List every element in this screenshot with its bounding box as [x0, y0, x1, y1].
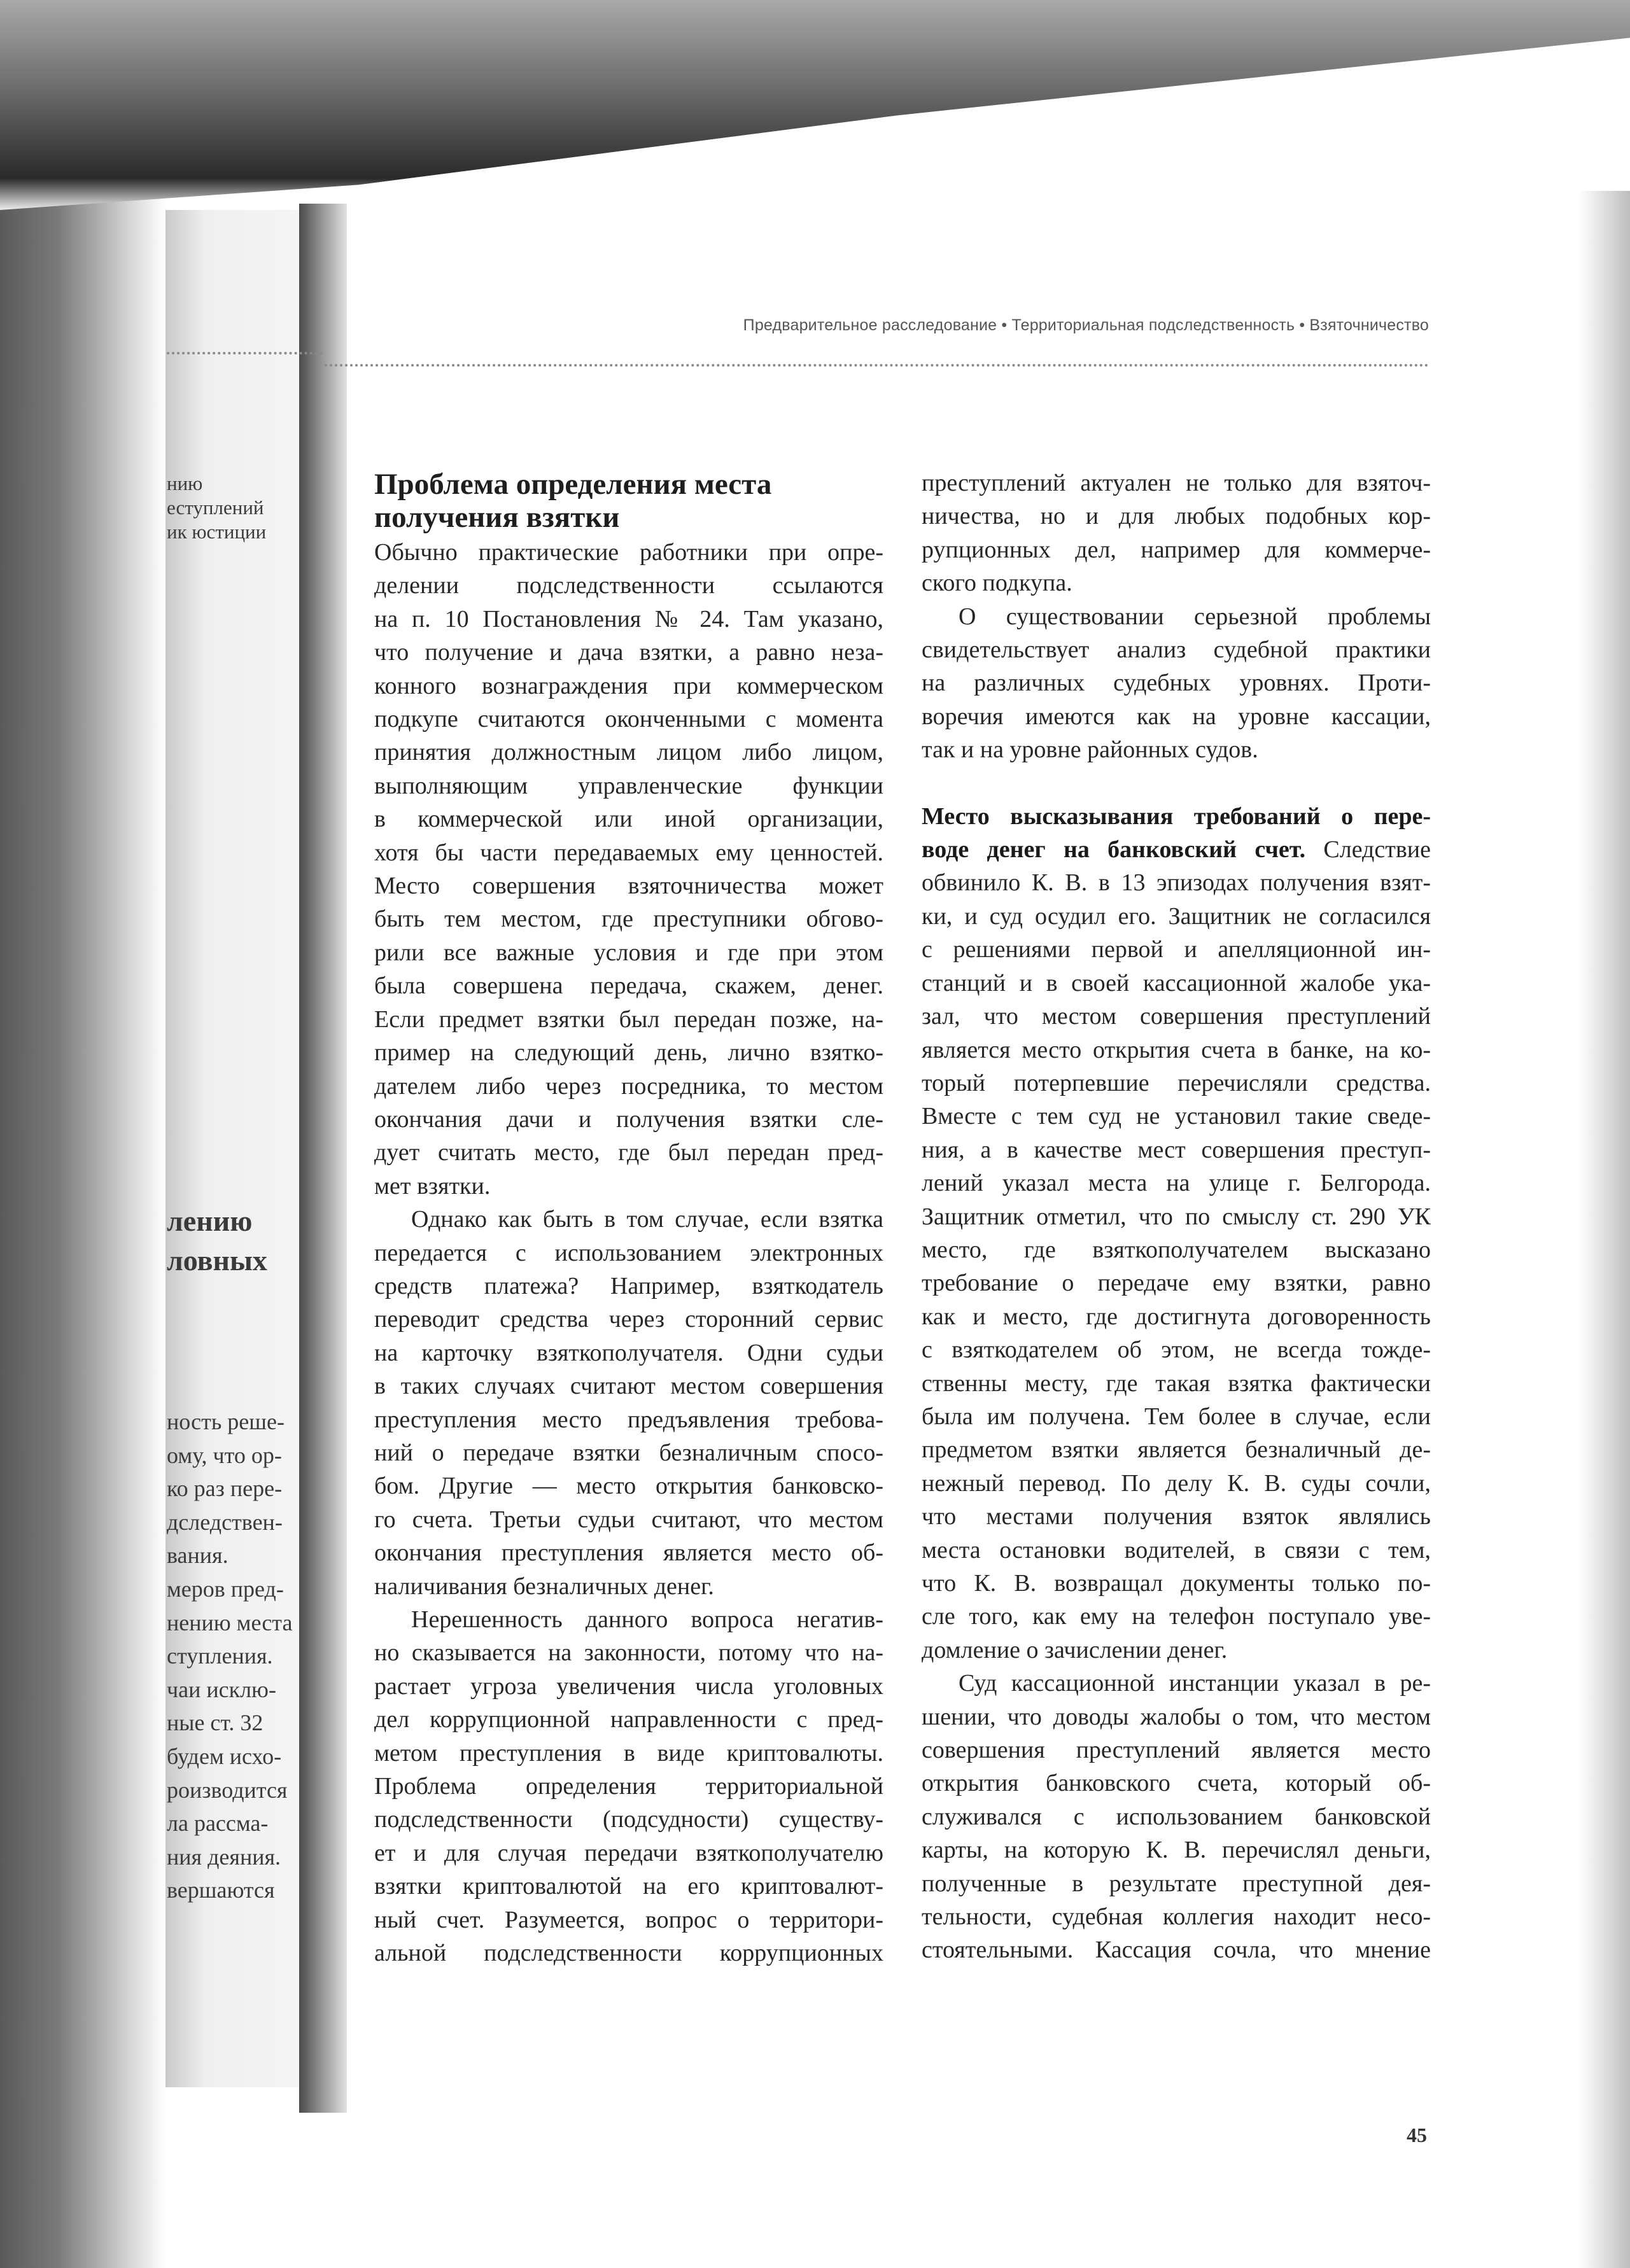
- facing-page-body-line: чаи исклю-: [167, 1676, 276, 1702]
- text-line: [374, 1236, 883, 1270]
- text-line: [374, 1369, 883, 1403]
- line-text: альной подследственности коррупционных: [374, 1940, 883, 1967]
- line-text: в таких случаях считают местом совершения: [374, 1373, 883, 1400]
- text-line: [374, 669, 883, 703]
- line-text: Суд кассационной инстанции указал в ре-: [959, 1670, 1431, 1697]
- line-text: в коммерческой или иной организации,: [374, 806, 883, 833]
- facing-page-body-line: ступления.: [167, 1643, 273, 1669]
- text-line: [374, 1136, 883, 1169]
- text-line: [374, 1303, 883, 1336]
- line-text: что К. В. возвращал документы только по-: [922, 1570, 1431, 1597]
- text-line: [922, 1767, 1431, 1800]
- line-text: выполняющим управленческие функции: [374, 772, 883, 799]
- line-text: нежный перевод. По делу К. В. суды сочли,: [922, 1469, 1431, 1497]
- text-line: [374, 902, 883, 935]
- text-line: [922, 600, 1431, 633]
- line-text: что получение и дача взятки, а равно неза-: [374, 639, 883, 666]
- line-text: но сказывается на законности, потому что на-: [374, 1639, 883, 1667]
- text-line: [922, 466, 1431, 500]
- line-text: ет и для случая передачи взяткополучателю: [374, 1839, 883, 1866]
- text-line: [374, 1203, 883, 1236]
- text-line: [374, 1036, 883, 1069]
- line-text: рупционных дел, например для коммерче-: [922, 536, 1431, 563]
- text-line: [374, 802, 883, 836]
- line-text: мет взятки.: [374, 1172, 491, 1200]
- text-line: [374, 1936, 883, 1970]
- line-text: на п. 10 Постановления № 24. Там указано,: [374, 605, 883, 633]
- text-line: [374, 636, 883, 669]
- text-line: [374, 936, 883, 969]
- facing-page-small-line: нию: [167, 472, 203, 494]
- line-text: домление о зачислении денег.: [922, 1636, 1228, 1663]
- dotted-rule-left: [167, 352, 323, 354]
- line-text: растает угроза увеличения числа уголовных: [374, 1672, 883, 1700]
- line-text: шении, что доводы жалобы о том, что местом: [922, 1703, 1431, 1730]
- text-line: [374, 969, 883, 1002]
- line-text: дателем либо через посредника, то местом: [374, 1072, 883, 1100]
- line-text: го счета. Третьи судьи считают, что местом: [374, 1506, 883, 1533]
- text-line: [374, 703, 883, 736]
- text-line: [374, 1803, 883, 1836]
- page-number: 45: [1407, 2124, 1427, 2146]
- line-text: ный счет. Разумеется, вопрос о территори-: [374, 1906, 883, 1933]
- facing-page-body-line: вания.: [167, 1543, 228, 1569]
- text-line: [374, 536, 883, 569]
- text-line: [922, 1867, 1431, 1900]
- page-edge-right: [1579, 191, 1630, 2268]
- facing-page-body-line: будем исхо-: [167, 1744, 282, 1769]
- title-line: получения взятки: [374, 501, 620, 534]
- article-title: [374, 468, 883, 534]
- text-line: [374, 1336, 883, 1369]
- text-line: [374, 1737, 883, 1770]
- facing-page-body-line: ла рассма-: [167, 1810, 269, 1837]
- column-text: [922, 466, 1431, 1967]
- running-head: Предварительное расследование • Территориальная подследственность • Взяточничество: [743, 316, 1429, 334]
- text-line: [374, 1003, 883, 1036]
- text-line: [922, 1333, 1431, 1366]
- line-text: О существовании серьезной проблемы: [959, 603, 1431, 630]
- facing-page-small-line: ик юстиции: [167, 521, 267, 543]
- line-text: станций и в своей кассационной жалобе ука-: [922, 969, 1431, 997]
- text-line: [374, 736, 883, 769]
- line-text: принятия должностным лицом либо лицом,: [374, 739, 883, 766]
- text-line: [922, 1300, 1431, 1333]
- line-text: требование о передаче ему взятки, равно: [922, 1270, 1431, 1297]
- facing-page-heading-line: ловных: [167, 1244, 267, 1277]
- line-text: Место совершения взяточничества может: [374, 872, 883, 900]
- line-text: ний о передаче взятки безналичным спосо-: [374, 1439, 883, 1466]
- line-text: Обычно практические работники при опре-: [374, 539, 883, 566]
- scan-shadow-top: [0, 0, 1630, 210]
- line-text: дует считать место, где был передан пред-: [374, 1139, 883, 1166]
- line-text: Однако как быть в том случае, если взятка: [411, 1206, 883, 1233]
- article-column-right: [922, 466, 1431, 1967]
- line-text: окончания преступления является место об-: [374, 1539, 883, 1567]
- line-text: предметом взятки является безналичный де-: [922, 1436, 1431, 1464]
- line-text: преступления место предъявления требова-: [374, 1406, 883, 1433]
- line-text: обвинило К. В. в 13 эпизодах получения взят-: [922, 869, 1431, 897]
- text-line: [922, 1567, 1431, 1600]
- line-text: переводит средства через сторонний сервис: [374, 1306, 883, 1333]
- line-text: Следствие: [1305, 836, 1431, 864]
- text-line: [374, 1436, 883, 1469]
- text-line: [922, 800, 1431, 833]
- line-text: дел коррупционной направленности с пред-: [374, 1706, 883, 1733]
- dotted-rule: [325, 364, 1429, 367]
- text-line: [374, 869, 883, 902]
- line-text: свидетельствует анализ судебной практики: [922, 636, 1431, 664]
- line-text: рили все важные условия и где при этом: [374, 939, 883, 966]
- text-line: [922, 1933, 1431, 1966]
- text-line: [374, 1703, 883, 1736]
- text-line: [922, 1067, 1431, 1100]
- line-text: с решениями первой и апелляционной ин-: [922, 936, 1431, 963]
- paragraph-gap: [922, 767, 1431, 800]
- text-line: [922, 1233, 1431, 1266]
- facing-page-small-line: еступлений: [167, 496, 264, 519]
- text-line: [922, 967, 1431, 1000]
- text-line: [374, 1170, 883, 1203]
- text-line: [374, 1903, 883, 1936]
- line-text: на различных судебных уровнях. Проти-: [922, 669, 1431, 697]
- text-line: [922, 833, 1431, 866]
- text-line: [922, 566, 1431, 599]
- line-text: средств платежа? Например, взяткодатель: [374, 1272, 883, 1299]
- line-text: ственны месту, где такая взятка фактически: [922, 1369, 1431, 1397]
- text-line: [374, 1536, 883, 1569]
- line-text: конного вознаграждения при коммерческом: [374, 672, 883, 699]
- facing-page-body-line: роизводится: [167, 1777, 288, 1803]
- line-text: на карточку взяткополучателя. Одни судьи: [374, 1339, 883, 1366]
- text-line: [922, 1667, 1431, 1700]
- text-line: [922, 1467, 1431, 1500]
- facing-page-body-line: ко раз пере-: [167, 1476, 283, 1502]
- title-line: Проблема определения места: [374, 468, 772, 501]
- line-text: была совершена передача, скажем, денег.: [374, 972, 883, 1000]
- text-line: [374, 1403, 883, 1436]
- book-gutter: [299, 204, 347, 2113]
- line-text: Проблема определения территориальной: [374, 1773, 883, 1800]
- line-text: место, где взяткополучателем высказано: [922, 1236, 1431, 1263]
- text-line: [922, 933, 1431, 966]
- text-line: [922, 1800, 1431, 1833]
- line-text: совершения преступлений является место: [922, 1737, 1431, 1764]
- line-text: с взяткодателем об этом, не всегда тожде-: [922, 1336, 1431, 1364]
- text-line: [922, 1400, 1431, 1433]
- text-line: [922, 1833, 1431, 1866]
- line-text: Вместе с тем суд не установил такие сведе-: [922, 1103, 1431, 1130]
- text-line: [374, 1770, 883, 1803]
- text-line: [922, 733, 1431, 766]
- line-text: передается с использованием электронных: [374, 1239, 883, 1266]
- text-line: [922, 1500, 1431, 1533]
- line-text: наличивания безналичных денег.: [374, 1572, 714, 1600]
- line-text: бом. Другие — место открытия банковско-: [374, 1473, 883, 1500]
- line-text: Защитник отметил, что по смыслу ст. 290 УК: [922, 1203, 1431, 1230]
- line-text: полученные в результате преступной дея-: [922, 1870, 1431, 1897]
- line-text: так и на уровне районных судов.: [922, 736, 1258, 764]
- line-text: как и место, где достигнута договоренность: [922, 1303, 1431, 1330]
- facing-page-body-line: ому, что ор-: [167, 1442, 282, 1468]
- line-text: лений указал места на улице г. Белгорода.: [922, 1170, 1431, 1197]
- text-line: [922, 1367, 1431, 1400]
- line-text: Если предмет взятки был передан позже, на-: [374, 1005, 883, 1033]
- line-text: открытия банковского счета, который об-: [922, 1770, 1431, 1797]
- line-text: ского подкупа.: [922, 570, 1072, 597]
- text-line: [374, 1103, 883, 1136]
- facing-page-body-line: нению места: [167, 1609, 293, 1635]
- text-line: [922, 533, 1431, 566]
- bold-run-in-heading: воде денег на банковский счет.: [922, 836, 1306, 864]
- line-text: карты, на которую К. В. перечислял деньги,: [922, 1837, 1431, 1864]
- facing-page-body-line: ность реше-: [167, 1409, 285, 1434]
- text-line: [374, 1270, 883, 1303]
- text-line: [374, 1070, 883, 1103]
- line-text: Нерешенность данного вопроса негатив-: [411, 1606, 883, 1633]
- text-line: [922, 1900, 1431, 1933]
- text-line: [374, 1469, 883, 1502]
- text-line: [922, 1600, 1431, 1633]
- scan-shadow-left: [0, 0, 165, 2268]
- text-line: [374, 1837, 883, 1870]
- line-text: окончания дачи и получения взятки сле-: [374, 1105, 883, 1133]
- facing-page-body-line: дследствен-: [167, 1509, 283, 1535]
- line-text: делении подследственности ссылаются: [374, 572, 883, 599]
- line-text: подследственности (подсудности) существу-: [374, 1806, 883, 1833]
- text-line: [374, 769, 883, 802]
- text-line: [922, 866, 1431, 899]
- line-text: является место открытия счета в банке, на ко-: [922, 1036, 1431, 1063]
- text-line: [922, 1433, 1431, 1466]
- text-line: [374, 1636, 883, 1669]
- facing-page-body-line: вершаются: [167, 1877, 275, 1903]
- text-line: [922, 1733, 1431, 1767]
- facing-page-body-line: меров пред-: [167, 1576, 284, 1602]
- line-text: тельности, судебная коллегия находит несо-: [922, 1903, 1431, 1931]
- text-line: [922, 1534, 1431, 1567]
- text-line: [922, 633, 1431, 666]
- column-text: [374, 536, 883, 1970]
- line-text: метом преступления в виде криптовалюты.: [374, 1739, 883, 1767]
- line-text: пример на следующий день, лично взятко-: [374, 1039, 883, 1067]
- text-line: [922, 1634, 1431, 1667]
- line-text: стоятельными. Кассация сочла, что мнение: [922, 1936, 1431, 1964]
- line-text: ки, и суд осудил его. Защитник не согласился: [922, 902, 1431, 930]
- text-line: [374, 569, 883, 602]
- text-line: [922, 700, 1431, 733]
- facing-page-body-line: ные ст. 32: [167, 1710, 263, 1736]
- text-line: [922, 1700, 1431, 1733]
- line-text: места остановки водителей, в связи с тем,: [922, 1536, 1431, 1564]
- text-line: [922, 900, 1431, 933]
- text-line: [374, 836, 883, 869]
- line-text: сле того, как ему на телефон поступало уве-: [922, 1603, 1431, 1630]
- line-text: была им получена. Тем более в случае, если: [922, 1403, 1431, 1430]
- line-text: торый потерпевшие перечисляли средства.: [922, 1069, 1431, 1096]
- line-text: что местами получения взяток являлись: [922, 1503, 1431, 1530]
- text-line: [922, 666, 1431, 699]
- text-line: [374, 1503, 883, 1536]
- text-line: [374, 1570, 883, 1603]
- line-text: хотя бы части передаваемых ему ценностей.: [374, 839, 883, 866]
- text-line: [922, 1266, 1431, 1299]
- line-text: преступлений актуален не только для взяточ-: [922, 470, 1431, 496]
- line-text: служивался с использованием банковской: [922, 1803, 1431, 1830]
- line-text: воречия имеются как на уровне кассации,: [922, 703, 1431, 730]
- text-line: [374, 1670, 883, 1703]
- text-line: [922, 1100, 1431, 1133]
- text-line: [922, 1200, 1431, 1233]
- text-line: [922, 1166, 1431, 1200]
- text-line: [374, 1870, 883, 1903]
- article-column-left: [374, 466, 883, 1970]
- facing-page-heading-line: лению: [167, 1205, 253, 1237]
- line-text: быть тем местом, где преступники обгово-: [374, 906, 883, 933]
- text-line: [922, 500, 1431, 533]
- bold-run-in-heading: Место высказывания требований о пере-: [922, 802, 1431, 830]
- line-text: подкупе считаются оконченными с момента: [374, 706, 883, 733]
- line-text: взятки криптовалютой на его криптовалют-: [374, 1873, 883, 1900]
- text-line: [374, 1603, 883, 1636]
- text-line: [922, 1133, 1431, 1166]
- text-line: [922, 1000, 1431, 1033]
- line-text: зал, что местом совершения преступлений: [922, 1003, 1431, 1030]
- text-line: [922, 1033, 1431, 1067]
- facing-page-body-line: ния деяния.: [167, 1844, 281, 1870]
- text-line: [374, 603, 883, 636]
- line-text: ничества, но и для любых подобных кор-: [922, 503, 1431, 530]
- line-text: ния, а в качестве мест совершения преступ-: [922, 1136, 1431, 1163]
